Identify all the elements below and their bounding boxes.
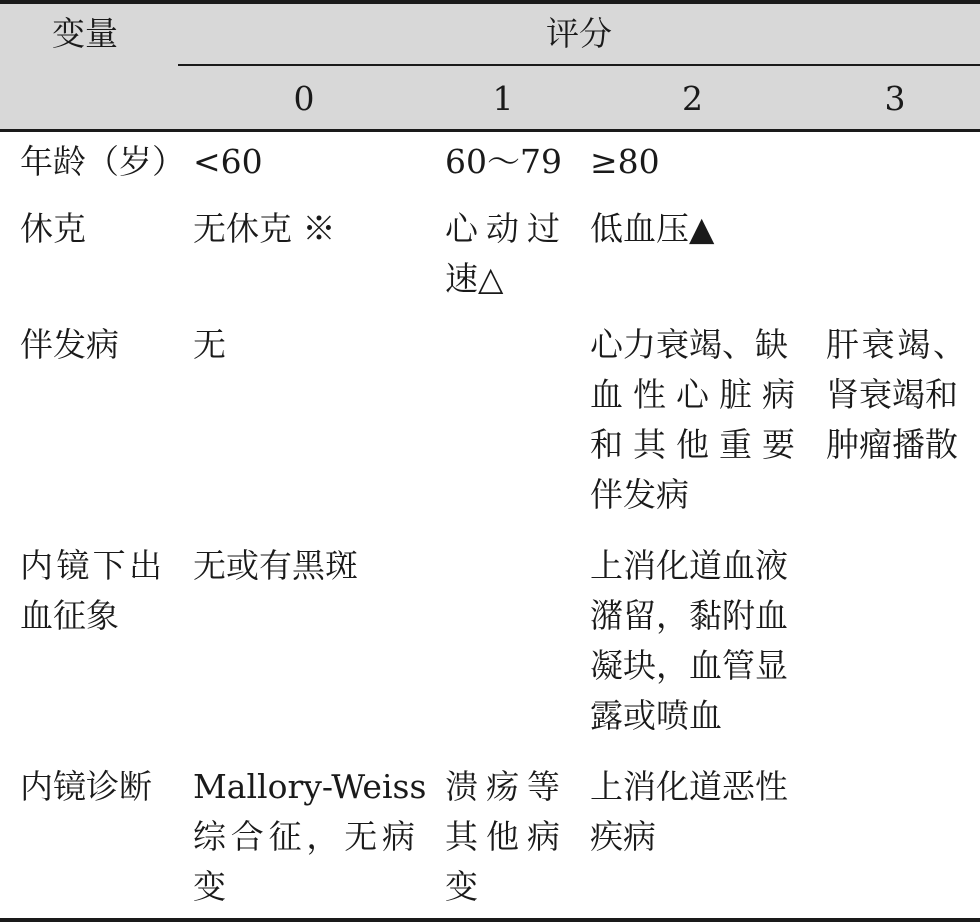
row-bleeding-signs-variable: 内镜下出 血征象: [20, 546, 162, 635]
row-bleeding-signs-score-2: 上消化道血液 潴留，黏附血 凝块，血管显 露或喷血: [590, 546, 788, 735]
row-shock-score-2: 低血压▲: [590, 209, 715, 248]
row-diagnosis-score-1: 溃疡等 其他病 变: [445, 767, 560, 906]
row-comorbidity-variable: 伴发病: [20, 325, 119, 364]
row-age-variable: 年龄（岁）: [20, 142, 185, 181]
bottom-rule: [0, 918, 980, 922]
header-score: 评分: [546, 14, 612, 53]
row-shock-variable: 休克: [20, 209, 86, 248]
header-variable: 变量: [52, 14, 118, 53]
score-subheader-rule: [178, 64, 980, 66]
row-diagnosis-score-0: Mallory-Weiss 综合征，无病 变: [193, 767, 427, 906]
row-comorbidity-score-3: 肝衰竭、 肾衰竭和 肿瘤播散: [826, 325, 966, 464]
header-score-0: 0: [293, 79, 315, 118]
top-rule: [0, 0, 980, 4]
row-comorbidity-score-2: 心力衰竭、缺 血性心脏病 和其他重要 伴发病: [590, 325, 795, 514]
header-bottom-rule: [0, 129, 980, 132]
row-comorbidity-score-0: 无: [193, 325, 226, 364]
header-score-1: 1: [492, 79, 514, 118]
row-diagnosis-variable: 内镜诊断: [20, 767, 152, 806]
row-age-score-1: 60～79: [445, 142, 562, 181]
row-age-score-2: ≥80: [590, 142, 660, 181]
row-diagnosis-score-2: 上消化道恶性 疾病: [590, 767, 788, 856]
row-shock-score-1: 心动过 速△: [445, 209, 560, 298]
row-shock-score-0: 无休克 ※: [193, 209, 336, 248]
row-bleeding-signs-score-0: 无或有黑斑: [193, 546, 358, 585]
header-score-2: 2: [682, 79, 703, 118]
header-score-3: 3: [884, 79, 906, 118]
row-age-score-0: <60: [193, 142, 263, 181]
